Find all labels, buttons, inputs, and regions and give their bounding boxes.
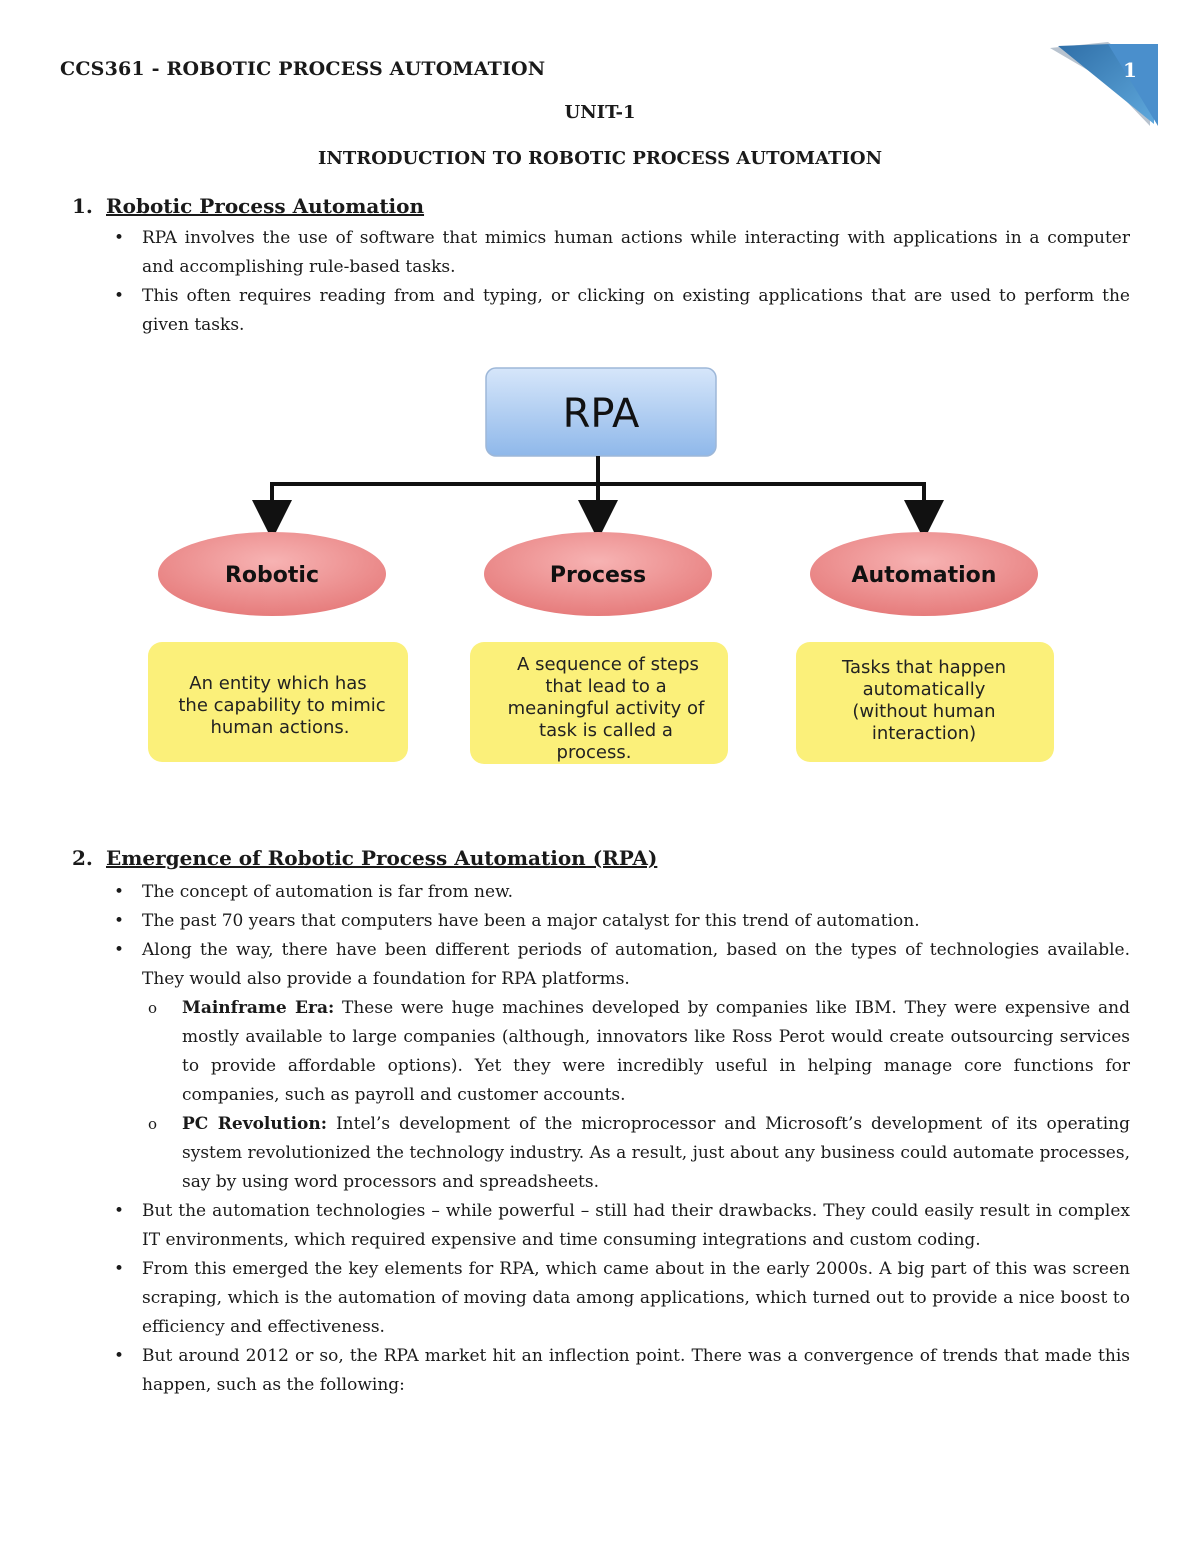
process-desc-line: that lead to a xyxy=(545,676,667,697)
page-number: 1 xyxy=(1123,58,1137,82)
section-2-number: 2. xyxy=(72,846,93,870)
robotic-desc-line: the capability to mimic xyxy=(178,695,386,716)
automation-desc-line: (without human xyxy=(852,701,996,722)
automation-term-label: Automation xyxy=(851,563,997,588)
connector-lines xyxy=(272,456,924,520)
rpa-root-label: RPA xyxy=(562,391,640,437)
automation-desc-line: Tasks that happen xyxy=(842,657,1006,678)
section-1-title: Robotic Process Automation xyxy=(106,194,425,218)
robotic-desc-line: human actions. xyxy=(210,717,350,738)
process-desc-line: A sequence of steps xyxy=(517,654,699,675)
process-desc-line: process. xyxy=(556,742,632,763)
list-item: • But the automation technologies – while powerful – still had their drawbacks. They could easily result in complex IT environments, which required expensive and time consuming integrations and custom coding. xyxy=(142,1197,1130,1255)
era-item xyxy=(182,994,1130,1110)
list-item: • The past 70 years that computers have been a major catalyst for this trend of automation. xyxy=(142,907,1130,936)
process-term-label: Process xyxy=(549,563,647,588)
chapter-title: INTRODUCTION TO ROBOTIC PROCESS AUTOMATION xyxy=(317,148,883,169)
list-item: • This often requires reading from and typing, or clicking on existing applications that are used to perform the given tasks. xyxy=(142,282,1130,340)
era-text: These were huge machines developed by companies like IBM. They were expensive and mostly available to large companies (although, innovators like Ross Perot would create outsourcing services to provide affordable options). Yet they were incredibly useful in helping manage core functions for companies, such as payroll and customer accounts. xyxy=(182,998,1130,1105)
robotic-term-label: Robotic xyxy=(224,563,320,588)
list-item-text: Along the way, there have been different periods of automation, based on the types of technologies available. They would also provide a foundation for RPA platforms. xyxy=(142,940,1130,989)
list-item: • RPA involves the use of software that mimics human actions while interacting with applications in a computer and accomplishing rule-based tasks. xyxy=(142,224,1130,282)
list-item: • From this emerged the key elements for RPA, which came about in the early 2000s. A big part of this was screen scraping, which is the automation of moving data among applications, which turned out to provide a nice boost to efficiency and effectiveness. xyxy=(142,1255,1130,1342)
eras-list xyxy=(142,994,1130,1197)
section-2-heading xyxy=(72,846,657,870)
list-item xyxy=(142,936,1130,1197)
process-desc-line: meaningful activity of xyxy=(507,698,705,719)
process-desc-line: task is called a xyxy=(539,720,673,741)
era-title: Mainframe Era: xyxy=(182,998,335,1018)
unit-title: UNIT-1 xyxy=(564,102,636,123)
era-item xyxy=(182,1110,1130,1197)
robotic-desc-line: An entity which has xyxy=(189,673,367,694)
list-item: • The concept of automation is far from new. xyxy=(142,878,1130,907)
section-1-number: 1. xyxy=(72,194,93,218)
section-2-bullets xyxy=(142,878,1130,1400)
era-title: PC Revolution: xyxy=(182,1114,328,1134)
automation-desc-line: interaction) xyxy=(871,723,977,744)
automation-desc-line: automatically xyxy=(862,679,986,700)
era-text: Intel’s development of the microprocessor and Microsoft’s development of its operating system revolutionized the technology industry. As a result, just about any business could automate processes, say by using word processors and spreadsheets. xyxy=(182,1114,1131,1192)
list-item: • But around 2012 or so, the RPA market hit an inflection point. There was a convergence of trends that made this happen, such as the following: xyxy=(142,1342,1130,1400)
course-title: CCS361 - ROBOTIC PROCESS AUTOMATION xyxy=(60,58,546,80)
section-2-title: Emergence of Robotic Process Automation (RPA) xyxy=(106,846,658,870)
